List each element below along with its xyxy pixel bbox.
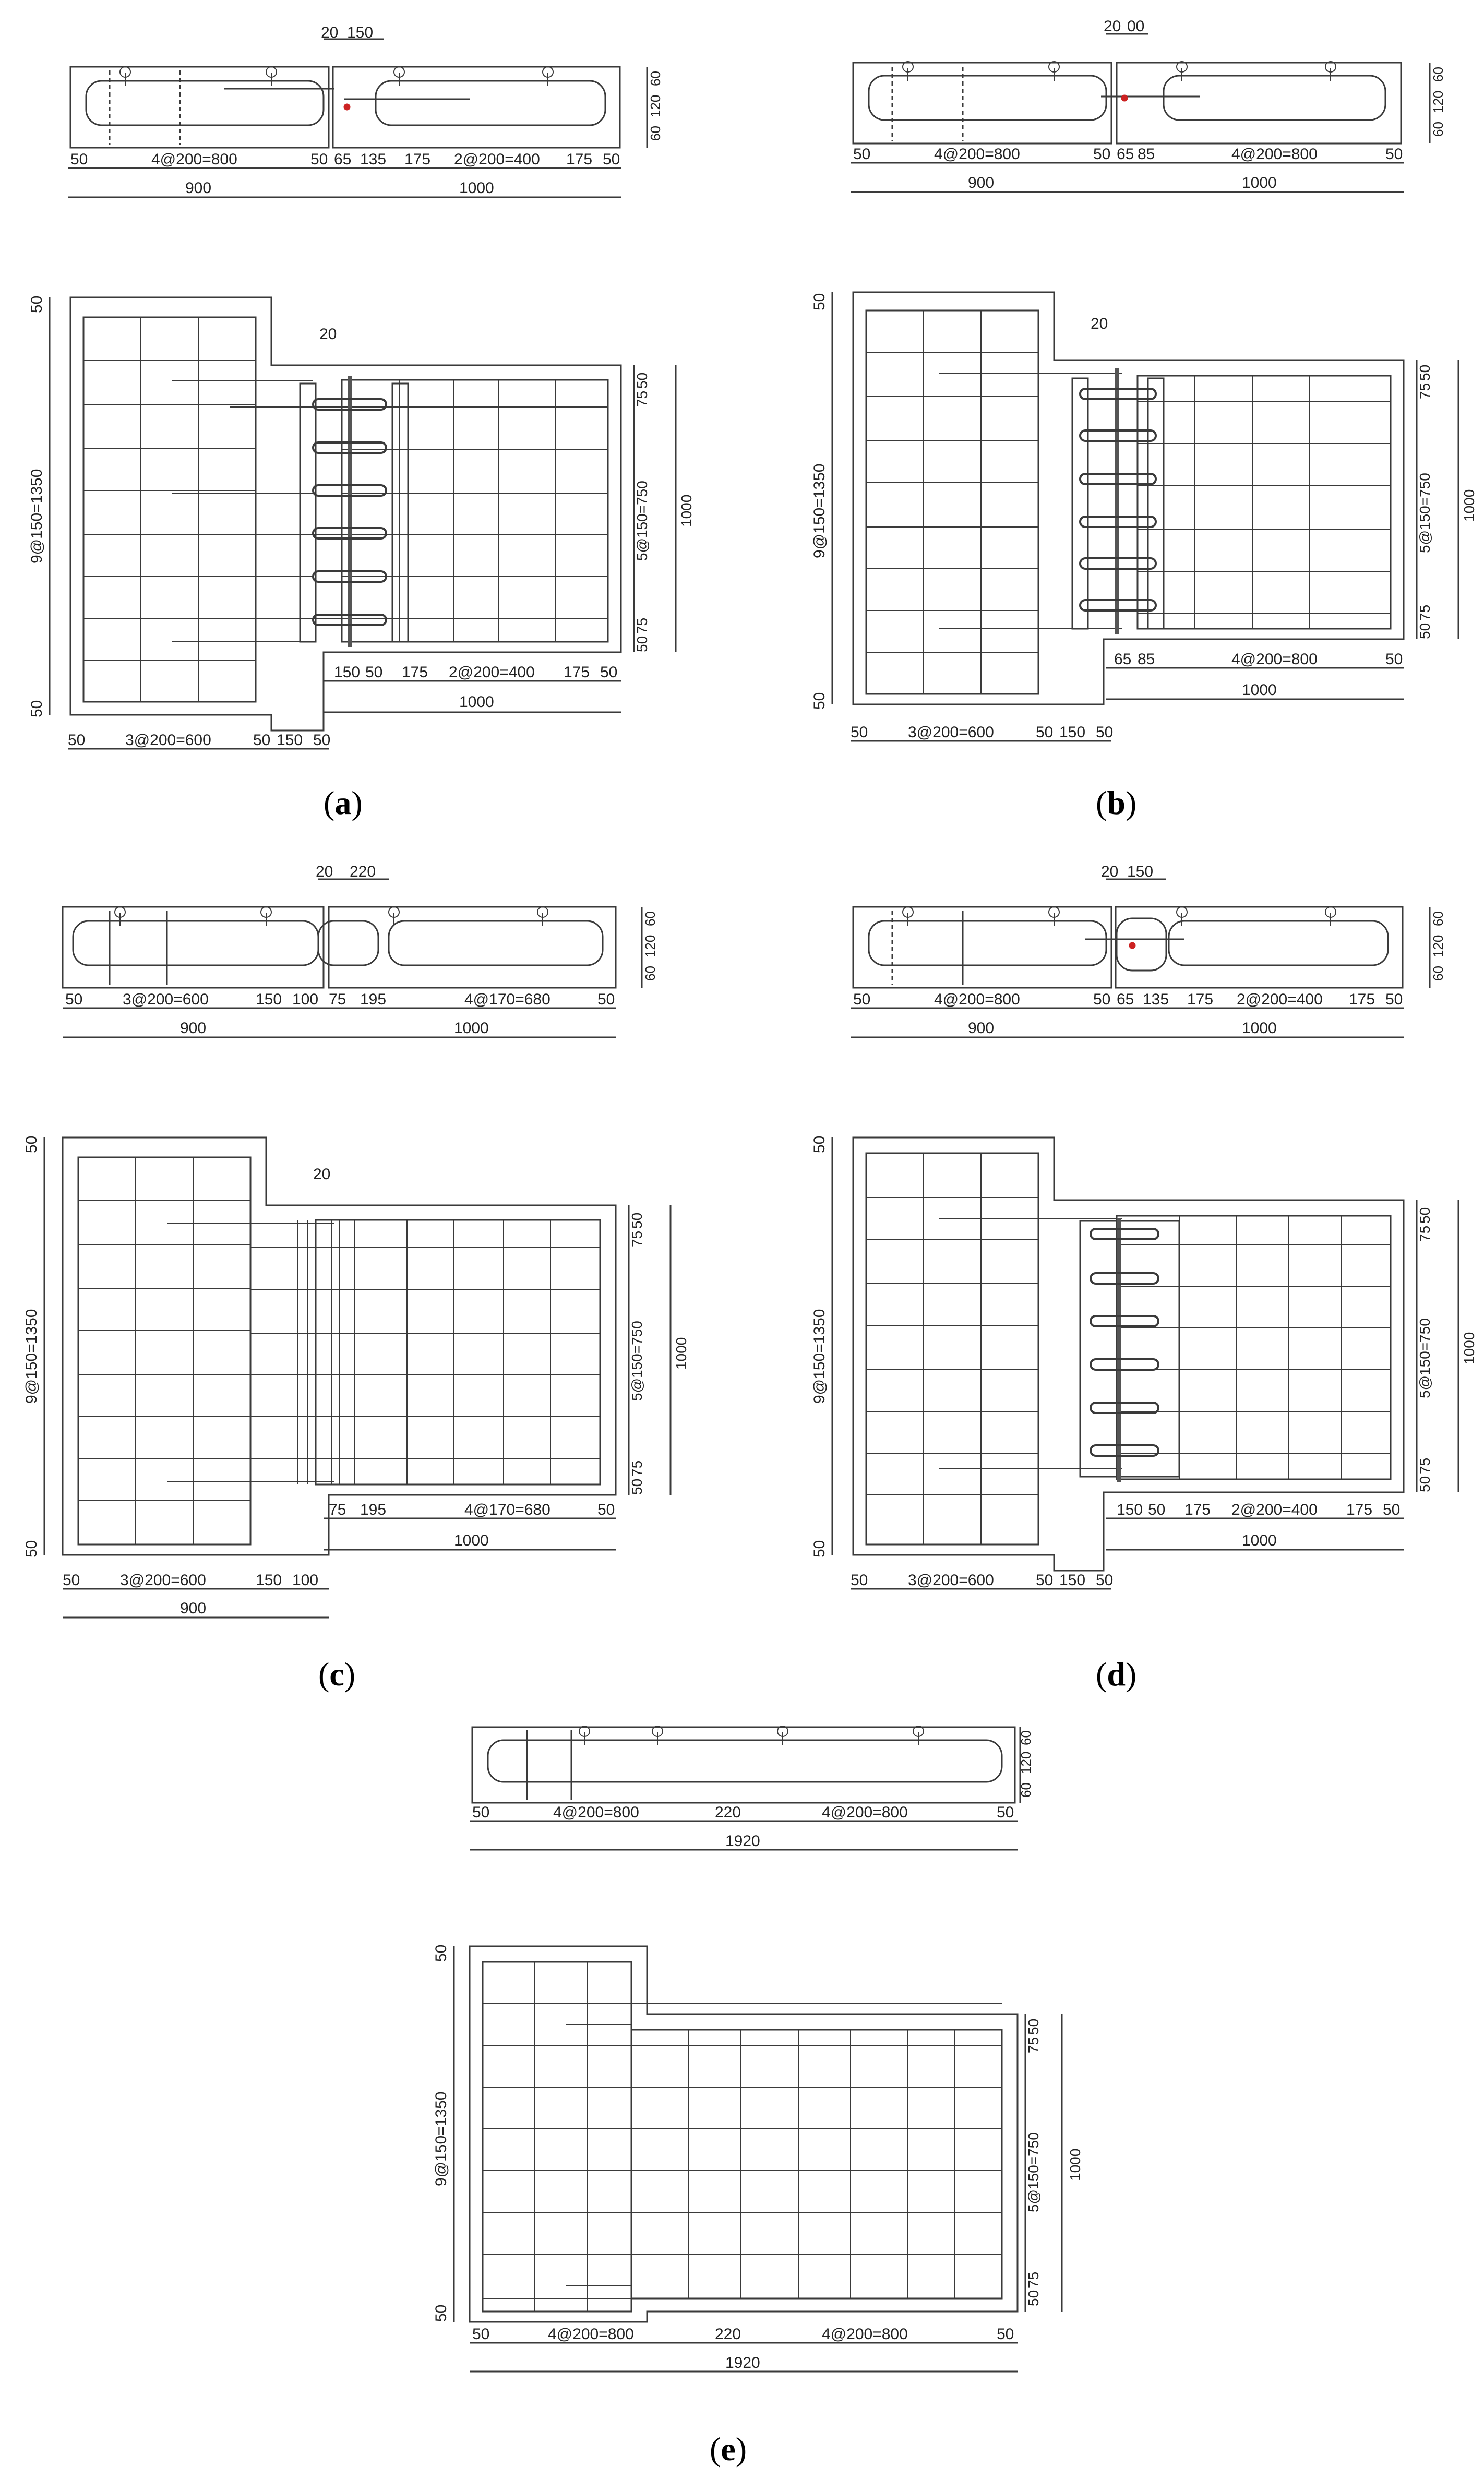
panel-c-plan-right-4: 50 [629,1478,645,1495]
panel-a-plan-right-4: 50 [634,636,650,652]
panel-e-plan-right-1: 75 [1025,2037,1042,2053]
panel-e-plan-bottom-2: 4@200=800 [548,2326,634,2343]
panel-a-plan-right-1: 75 [634,390,650,407]
panel-b-plan-bottom-right-1: 65 [1114,651,1132,668]
panel-b-section-bottom-7: 50 [1385,146,1403,163]
panel-a-section-right-dim-2: 120 [648,94,663,117]
panel-c-plan-bottom-left-total: 900 [180,1600,207,1617]
panel-c-plan-left-2: 9@150=1350 [23,1309,40,1404]
panel-d-plan-right-4: 50 [1417,1476,1433,1492]
panel-d-plan-bottom-right-3: 175 [1184,1501,1211,1518]
panel-c-section-bottom-7: 4@170=680 [464,991,550,1008]
panel-a-section-bottom-9: 50 [603,151,620,168]
panel-c-plan-bottom-left-3: 150 [256,1572,282,1589]
panel-b-plan [811,292,1477,741]
panel-e-plan-bottom-5: 50 [997,2326,1014,2343]
panel-e-plan-left-3: 50 [433,2304,450,2322]
panel-d-plan-bottom-right-1: 150 [1117,1501,1143,1518]
panel-c-plan-right-1: 75 [629,1230,645,1247]
panel-c-plan-bottom-right-1: 75 [329,1501,346,1518]
panel-a-section-bottom-6: 175 [404,151,431,168]
panel-b-plan-right-total: 1000 [1461,489,1477,522]
panel-c-section-bottom-2: 3@200=600 [123,991,209,1008]
panel-a-plan-bottom-right-total: 1000 [459,693,494,711]
panel-b-section-total-1: 900 [968,174,995,191]
panel-d-section-bottom-7: 2@200=400 [1237,991,1323,1008]
panel-d-plan-bottom-left-4: 150 [1059,1572,1086,1589]
panel-a-plan-bottom-right-2: 50 [365,664,383,681]
panel-e-plan-bottom-1: 50 [472,2326,490,2343]
panel-d-section-bottom-9: 50 [1385,991,1403,1008]
panel-b-plan-bottom-left-3: 50 [1036,724,1054,741]
panel-a-section-bottom-2: 4@200=800 [151,151,237,168]
panel-c-plan-bottom-right-3: 4@170=680 [464,1501,550,1518]
panel-a [28,24,695,821]
panel-a-section-total-2: 1000 [459,179,494,197]
panel-a-section-bottom-5: 135 [360,151,387,168]
panel-c-plan-left-3: 50 [23,1540,40,1558]
panel-e-section-bottom-1: 50 [472,1804,490,1821]
panel-a-plan-bottom-right-1: 150 [334,664,361,681]
panel-b-section-total-2: 1000 [1242,174,1277,191]
panel-d-plan [811,1136,1477,1589]
panel-d-plan-bottom-left-1: 50 [851,1572,868,1589]
panel-e-section-bottom-5: 50 [997,1804,1014,1821]
panel-c-section-total-1: 900 [180,1020,207,1037]
panel-c-section [63,863,658,1037]
panel-c-plan-bottom-right-4: 50 [597,1501,615,1518]
panel-b-plan-bottom-left-2: 3@200=600 [908,724,994,741]
panel-e-plan-right-total: 1000 [1067,2148,1083,2181]
panel-a-plan-bottom-right-3: 175 [402,664,428,681]
panel-c-section-bottom-6: 195 [360,991,387,1008]
panel-e-plan-bottom-4: 4@200=800 [822,2326,908,2343]
panel-b-plan-bottom-left-5: 50 [1096,724,1114,741]
panel-b-section-bottom-5: 85 [1138,146,1155,163]
panel-c-section-top-dim-2: 220 [350,863,376,880]
panel-b-plan-bottom-left-1: 50 [851,724,868,741]
panel-a-section-bottom-3: 50 [310,151,328,168]
panel-a-section-top-dim-1: 20 [321,24,339,41]
panel-c-plan-bottom-left-1: 50 [63,1572,80,1589]
panel-e-section-bottom-3: 220 [715,1804,741,1821]
panel-d-plan-left-1: 50 [811,1135,828,1153]
panel-a-plan-left-2: 9@150=1350 [28,469,45,564]
panel-d-plan-right-3: 5@150=750 [1417,1318,1433,1398]
panel-a-section [68,24,663,197]
panel-b-section-bottom-3: 50 [1093,146,1111,163]
panel-c-plan-bottom-right-2: 195 [360,1501,387,1518]
panel-a-section-bottom-4: 65 [334,151,352,168]
panel-b-plan-right-1: 75 [1417,382,1433,399]
panel-a-plan-left-3: 50 [28,700,45,717]
panel-a-plan-bottom-right-5: 175 [564,664,590,681]
panel-c-plan-right-2: 50 [629,1212,645,1229]
panel-b-plan-bottom-right-2: 85 [1138,651,1155,668]
panel-b-plan-left-1: 50 [811,293,828,310]
panel-d-caption: (d) [1096,1656,1137,1693]
panel-b-plan-top-dim: 20 [1091,315,1108,332]
panel-d-section-bottom-4: 65 [1117,991,1134,1008]
panel-a-plan-top-dim: 20 [319,326,337,343]
panel-d-plan-left-3: 50 [811,1540,828,1558]
panel-b-section-bottom-4: 65 [1117,146,1134,163]
panel-d-plan-bottom-right-2: 50 [1148,1501,1166,1518]
panel-c-plan-bottom-left-4: 100 [292,1572,319,1589]
panel-e-plan-bottom-3: 220 [715,2326,741,2343]
panel-a-section-right-dim-3: 60 [648,71,663,86]
panel-a-plan [28,296,695,749]
panel-a-section-bottom-1: 50 [70,151,88,168]
panel-e-plan-right-3: 5@150=750 [1025,2132,1042,2212]
panel-d-section-bottom-5: 135 [1143,991,1169,1008]
panel-d-plan-right-total: 1000 [1461,1332,1477,1364]
panel-d-plan-right-1: 75 [1417,1225,1433,1242]
panel-a-plan-left-1: 50 [28,295,45,313]
panel-e-section [470,1726,1034,1850]
panel-d-section-bottom-1: 50 [853,991,871,1008]
panel-a-plan-right-3: 5@150=750 [634,481,650,561]
panel-b-plan-right-5: 75 [1417,604,1433,621]
panel-d-plan-bottom-right-total: 1000 [1242,1532,1277,1549]
panel-a-plan-right-2: 50 [634,372,650,389]
panel-d-plan-right-2: 50 [1417,1207,1433,1224]
panel-b-plan-bottom-right-4: 50 [1385,651,1403,668]
panel-c-plan [23,1136,689,1618]
panel-a-section-bottom-7: 2@200=400 [454,151,540,168]
panel-b-plan-right-3: 5@150=750 [1417,473,1433,553]
panel-e-caption: (e) [710,2430,747,2468]
panel-a-plan-bottom-right-4: 2@200=400 [449,664,535,681]
panel-d-section-total-2: 1000 [1242,1020,1277,1037]
panel-a-section-total-1: 900 [185,179,212,197]
panel-e-section-bottom-2: 4@200=800 [553,1804,639,1821]
panel-c-plan-right-3: 5@150=750 [629,1321,645,1401]
panel-a-section-right-dim-1: 60 [648,126,663,141]
panel-e-plan-left-1: 50 [433,1944,450,1962]
panel-b-section-bottom-1: 50 [853,146,871,163]
panel-b-section-bottom-2: 4@200=800 [934,146,1020,163]
panel-a-plan-bottom-left-1: 50 [68,732,86,749]
panel-b-section-right-dim-3: 60 [1430,67,1446,82]
panel-b-plan-right-2: 50 [1417,364,1433,381]
panel-e-section-total: 1920 [725,1833,760,1850]
panel-b-section-right-dim-2: 120 [1430,90,1446,113]
panel-a-plan-bottom-left-3: 50 [253,732,271,749]
panel-b-section-bottom-6: 4@200=800 [1231,146,1318,163]
panel-c-plan-right-total: 1000 [673,1337,689,1370]
panel-d-section-total-1: 900 [968,1020,995,1037]
panel-a-plan-right-total: 1000 [678,494,695,527]
panel-c-section-right-dim-3: 60 [642,911,658,926]
panel-d-plan-bottom-left-2: 3@200=600 [908,1572,994,1589]
panel-a-plan-bottom-right-6: 50 [600,664,618,681]
panel-d-section-bottom-8: 175 [1349,991,1375,1008]
panel-c [23,863,689,1693]
panel-c-section-total-2: 1000 [454,1020,489,1037]
panel-d-section [851,863,1446,1037]
panel-c-section-bottom-4: 100 [292,991,319,1008]
panel-c-section-bottom-3: 150 [256,991,282,1008]
panel-e-plan-left-2: 9@150=1350 [433,2091,450,2186]
panel-a-plan-bottom-left-2: 3@200=600 [125,732,211,749]
panel-b-plan-left-2: 9@150=1350 [811,463,828,558]
panel-c-section-top-dim-1: 20 [316,863,333,880]
panel-b-section-right-dim-1: 60 [1430,122,1446,137]
panel-b-plan-bottom-right-3: 4@200=800 [1231,651,1318,668]
panel-e-plan-right-5: 75 [1025,2271,1042,2288]
panel-a-plan-right-5: 75 [634,617,650,634]
panel-d [811,863,1477,1693]
panel-d-plan-bottom-left-3: 50 [1036,1572,1054,1589]
panel-d-section-right-dim-2: 120 [1430,935,1446,957]
panel-b-plan-bottom-right-total: 1000 [1242,681,1277,699]
panel-b-section [851,18,1446,192]
panel-b-plan-bottom-left-4: 150 [1059,724,1086,741]
panel-c-plan-right-5: 75 [629,1460,645,1477]
panel-d-plan-left-2: 9@150=1350 [811,1309,828,1404]
panel-c-section-bottom-8: 50 [597,991,615,1008]
panel-d-plan-bottom-right-4: 2@200=400 [1231,1501,1318,1518]
panel-a-caption: (a) [324,784,363,821]
panel-e-plan-bottom-total: 1920 [725,2354,760,2372]
panel-d-section-bottom-3: 50 [1093,991,1111,1008]
panel-e-section-right-dim-2: 120 [1018,1751,1034,1774]
panel-e-section-right-dim-3: 60 [1018,1730,1034,1745]
panel-b-section-top-dim-1: 20 [1104,18,1121,35]
panel-b-plan-right-4: 50 [1417,622,1433,639]
panel-d-plan-bottom-right-6: 50 [1383,1501,1401,1518]
panel-d-section-right-dim-3: 60 [1430,911,1446,926]
panel-e-plan-right-4: 50 [1025,2290,1042,2306]
panel-d-section-bottom-6: 175 [1187,991,1214,1008]
panel-b-caption: (b) [1096,784,1137,821]
panel-d-section-top-dim-2: 150 [1127,863,1154,880]
panel-c-plan-bottom-right-total: 1000 [454,1532,489,1549]
panel-a-section-bottom-8: 175 [566,151,593,168]
panel-d-plan-right-5: 75 [1417,1457,1433,1474]
panel-c-plan-bottom-left-2: 3@200=600 [120,1572,206,1589]
panel-e-section-bottom-4: 4@200=800 [822,1804,908,1821]
panel-a-plan-bottom-left-5: 50 [313,732,331,749]
panel-c-section-bottom-5: 75 [329,991,346,1008]
panel-e-plan-right-2: 50 [1025,2018,1042,2035]
panel-b-section-top-dim-2: 00 [1127,18,1145,35]
panel-d-plan-bottom-right-5: 175 [1346,1501,1373,1518]
panel-a-plan-bottom-left-4: 150 [277,732,303,749]
panel-e-plan [433,1945,1083,2372]
panel-e [433,1726,1083,2468]
panel-b [811,18,1477,821]
panel-b-plan-left-3: 50 [811,692,828,710]
panel-e-section-right-dim-1: 60 [1018,1782,1034,1798]
panel-c-plan-top-dim: 20 [313,1166,331,1183]
panel-c-section-bottom-1: 50 [65,991,83,1008]
panel-d-plan-bottom-left-5: 50 [1096,1572,1114,1589]
panel-d-section-right-dim-1: 60 [1430,966,1446,981]
panel-d-section-bottom-2: 4@200=800 [934,991,1020,1008]
panel-c-section-right-dim-2: 120 [642,935,658,957]
panel-c-plan-left-1: 50 [23,1135,40,1153]
panel-a-section-top-dim-2: 150 [347,24,374,41]
panel-c-caption: (c) [318,1656,356,1693]
panel-d-section-top-dim-1: 20 [1101,863,1119,880]
panel-c-section-right-dim-1: 60 [642,966,658,981]
